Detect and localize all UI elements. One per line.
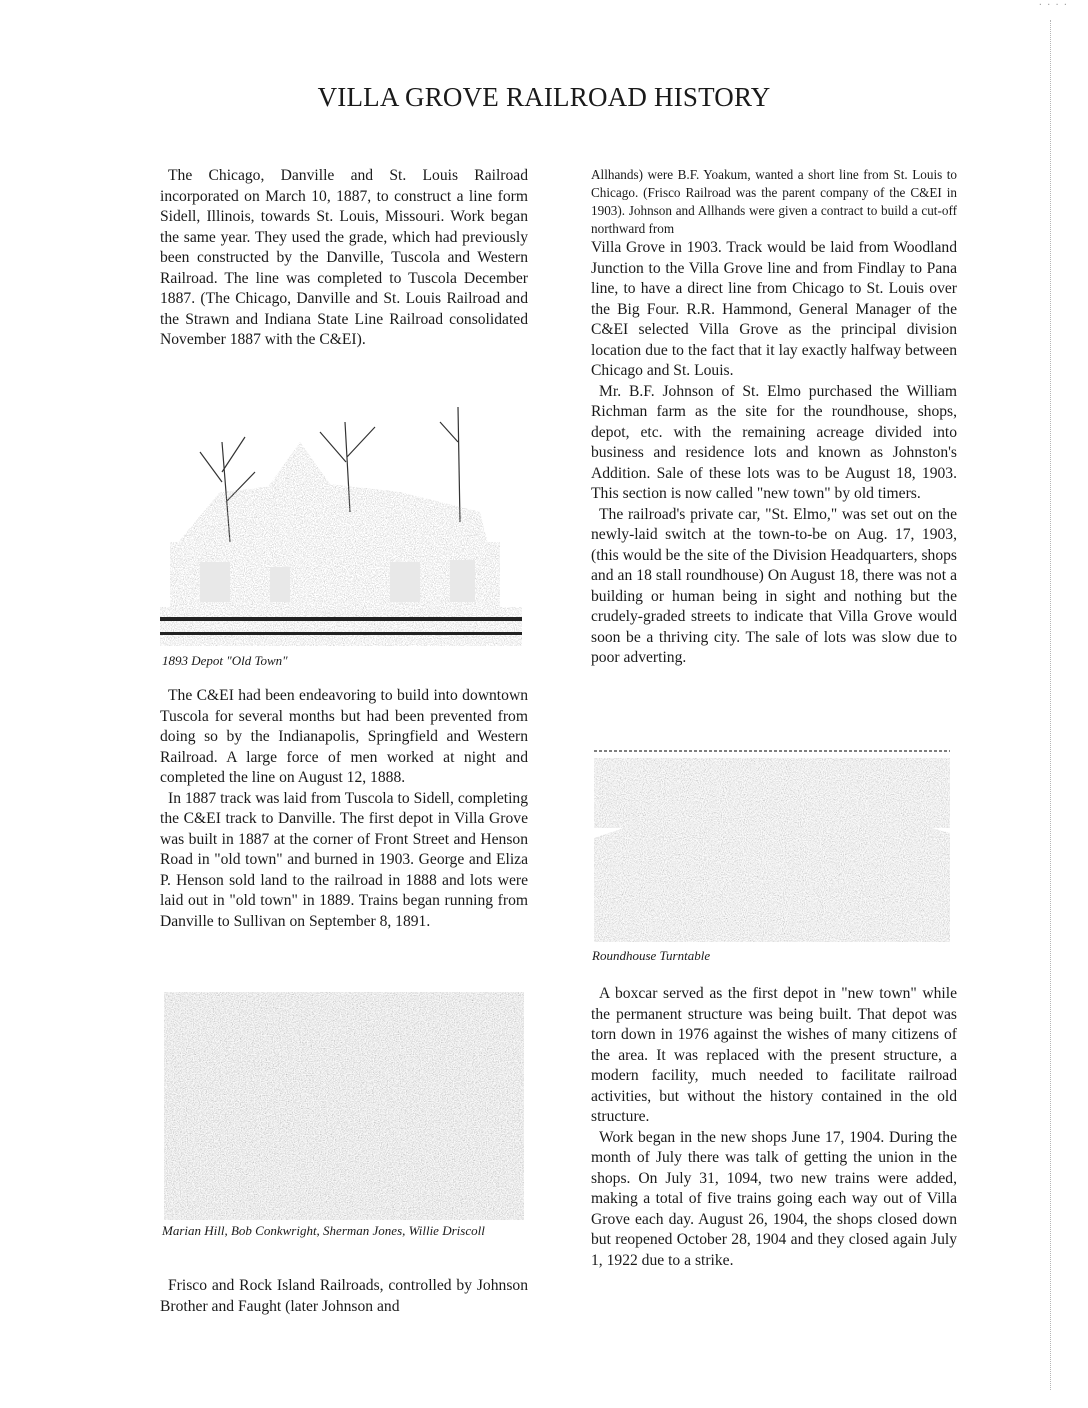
right-paragraph-1-small: Allhands) were B.F. Yoakum, wanted a short line from St. Louis to Chicago. (Frisco Railroad was the parent company of the C&EI in 1903). Johnson and Allhands were given a contract to build a cut-off northward from <box>591 167 957 236</box>
crew-photo <box>164 992 524 1220</box>
left-paragraph-3: In 1887 track was laid from Tuscola to Sidell, completing the C&EI track to Danville. The first depot in Villa Grove was built in 1887 at the corner of Front Street and Henson Road in "old town" and burned in 1903. George and Eliza P. Henson sold land to the railroad in 1888 and lots were laid out in "old town" in 1889. Trains began running from Danville to Sullivan on September 8, 1891. <box>160 789 528 930</box>
right-paragraph-4: A boxcar served as the first depot in "new town" while the permanent structure was being built. That depot was torn down in 1976 against the wishes of many citizens of the area. It was replaced with the present structure, a modern facility, much needed to facilitate railroad activities, but without the history contained in the old structure. <box>591 985 957 1125</box>
left-paragraph-4-block <box>160 1276 528 1317</box>
roundhouse-photo <box>594 748 950 944</box>
crew-photo-caption: Marian Hill, Bob Conkwright, Sherman Jones, Willie Driscoll <box>162 1223 485 1238</box>
left-paragraph-1: The Chicago, Danville and St. Louis Railroad incorporated on March 10, 1887, to construct a line form Sidell, Illinois, towards St. Louis, Missouri. Work began the same year. They used the grade, which had previously been constructed by the Danville, Tuscola and Western Railroad. The line was completed to Tuscola December 1887. (The Chicago, Danville and St. Louis Railroad and the Strawn and Indiana State Line Railroad consolidated November 1887 with the C&EI). <box>160 167 528 348</box>
right-paragraph-4-block <box>591 984 957 1271</box>
right-paragraph-2: Mr. B.F. Johnson of St. Elmo purchased the William Richman farm as the site for the roundhouse, shops, depot, etc. with the remaining acreage divided into business and residence lots and known as Johnston's Addition. Sale of these lots was to be August 18, 1903. This section is now called "new town" by old timers. <box>591 382 957 502</box>
depot-photo <box>160 402 522 646</box>
right-paragraph-5: Work began in the new shops June 17, 1904. During the month of July there was talk of getting the union in the shops. On July 31, 1094, two new trains were added, making a total of five trains going each way out of Villa Grove each day. August 26, 1904, the shops closed down but reopened October 28, 1904 and they closed again July 1, 1922 due to a strike. <box>591 1128 957 1269</box>
scan-edge-marks: · · · · <box>1038 0 1068 11</box>
right-paragraph-1-rest: Villa Grove in 1903. Track would be laid from Woodland Junction to the Villa Grove line and from Findlay to Pana line, to have a direct line from Chicago to St. Louis over the Big Four. R.R. Hammond, General Manager of the C&EI selected Villa Grove as the principal division location due to the fact that it lay exactly halfway between Chicago and St. Louis. <box>591 239 957 379</box>
depot-photo-caption: 1893 Depot "Old Town" <box>162 653 288 668</box>
right-paragraph-1-block <box>591 166 957 669</box>
scan-margin-line <box>1050 20 1052 1390</box>
left-paragraph-2: The C&EI had been endeavoring to build into downtown Tuscola for several months but had been prevented from doing so by the Indianapolis, Springfield and Western Railroad. A large force of men worked at night and completed the line on August 12, 1888. <box>160 687 528 786</box>
left-paragraph-4: Frisco and Rock Island Railroads, controlled by Johnson Brother and Faught (later Johnson and <box>160 1277 528 1315</box>
left-paragraph-1-block <box>160 166 528 351</box>
right-paragraph-3: The railroad's private car, "St. Elmo," was set out on the newly-laid switch at the town-to-be on Aug. 17, 1903, (this would be the site of the Division Headquarters, shops and an 18 stall roundhouse) On August 18, there was not a building or human being in sight and nothing but the crudely-graded streets to indicate that Villa Grove would soon be a thriving city. The sale of lots was slow due to poor adverting. <box>591 505 957 666</box>
roundhouse-photo-caption: Roundhouse Turntable <box>592 948 711 963</box>
page-title: VILLA GROVE RAILROAD HISTORY <box>317 82 771 112</box>
left-paragraph-2-block <box>160 686 528 932</box>
